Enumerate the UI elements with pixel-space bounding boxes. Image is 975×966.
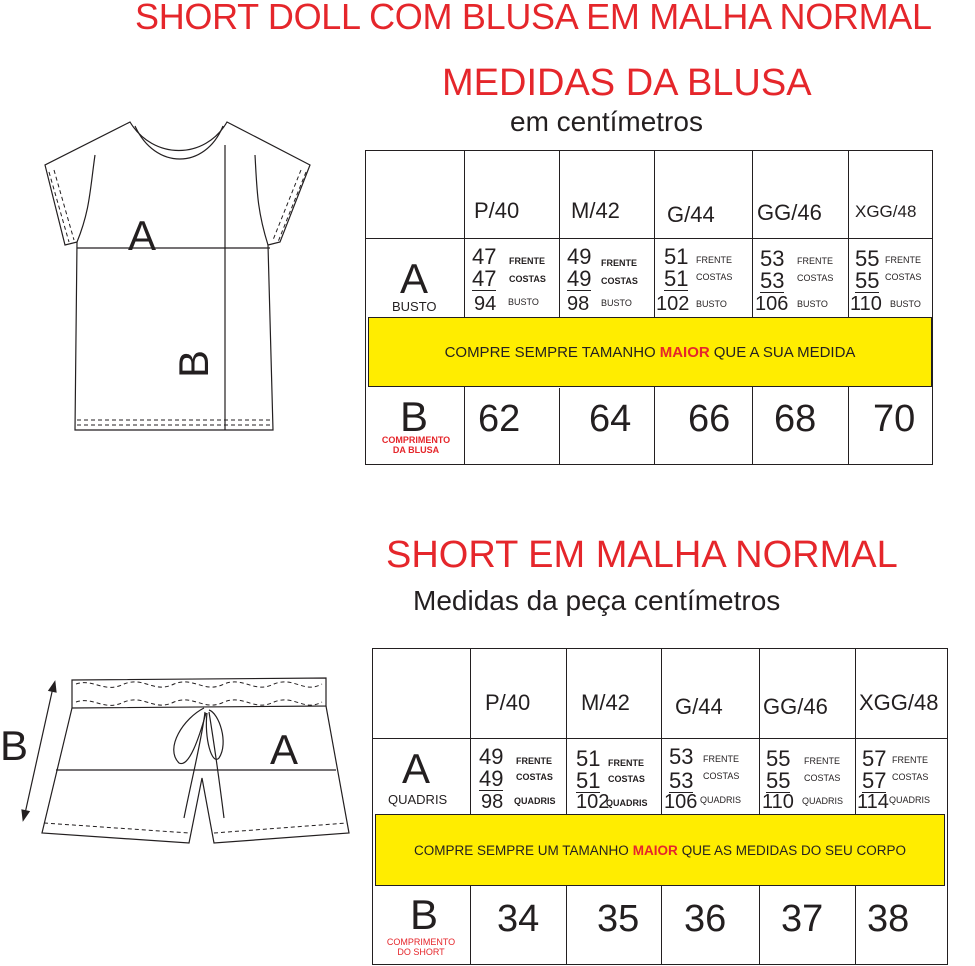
blusa-row-b-label: COMPRIMENTO DA BLUSA: [381, 435, 451, 456]
short-size-gg: GG/46: [763, 694, 828, 719]
short-size-g: G/44: [675, 694, 723, 719]
short-diagram-label-b: B: [0, 722, 29, 769]
blusa-subtitle: em centímetros: [510, 106, 703, 137]
short-length-g: 36: [684, 898, 727, 940]
blusa-diagram-label-b: B: [170, 349, 218, 379]
short-length-xgg: 38: [867, 898, 910, 940]
blusa-row-a-label: BUSTO: [392, 299, 437, 314]
page-title: SHORT DOLL COM BLUSA EM MALHA NORMAL: [135, 0, 932, 37]
short-row-b-label: COMPRIMENTO DO SHORT: [386, 937, 456, 958]
blusa-length-m: 64: [589, 398, 632, 440]
short-size-m: M/42: [581, 690, 630, 715]
short-length-m: 35: [597, 898, 640, 940]
blusa-diagram-label-a: A: [128, 212, 157, 259]
blusa-size-g: G/44: [667, 202, 715, 227]
blusa-size-p: P/40: [474, 198, 520, 223]
short-size-p: P/40: [485, 690, 531, 715]
blusa-size-m: M/42: [571, 198, 620, 223]
short-length-p: 34: [497, 898, 540, 940]
shorts-diagram-icon: [14, 668, 359, 863]
blusa-size-advice-banner: COMPRE SEMPRE TAMANHO MAIOR QUE A SUA MEDIDA: [368, 317, 932, 387]
short-row-a-label: QUADRIS: [388, 792, 448, 807]
blusa-length-p: 62: [478, 398, 521, 440]
short-subtitle: Medidas da peça centímetros: [413, 585, 781, 616]
short-title: SHORT EM MALHA NORMAL: [386, 534, 898, 576]
tshirt-diagram-icon: [35, 110, 320, 455]
blusa-size-xgg: XGG/48: [855, 202, 917, 221]
short-row-a-letter: A: [402, 745, 431, 792]
blusa-row-b-letter: B: [400, 393, 429, 440]
blusa-length-gg: 68: [774, 398, 817, 440]
short-size-xgg: XGG/48: [859, 690, 939, 715]
short-size-advice-banner: COMPRE SEMPRE UM TAMANHO MAIOR QUE AS MEDIDAS DO SEU CORPO: [375, 814, 945, 886]
short-length-gg: 37: [781, 898, 824, 940]
blusa-row-a-letter: A: [400, 255, 429, 302]
short-diagram-label-a: A: [270, 726, 299, 773]
blusa-length-xgg: 70: [873, 398, 916, 440]
blusa-title: MEDIDAS DA BLUSA: [442, 62, 812, 104]
short-row-b-letter: B: [410, 891, 439, 938]
blusa-size-gg: GG/46: [757, 200, 822, 225]
blusa-length-g: 66: [688, 398, 731, 440]
